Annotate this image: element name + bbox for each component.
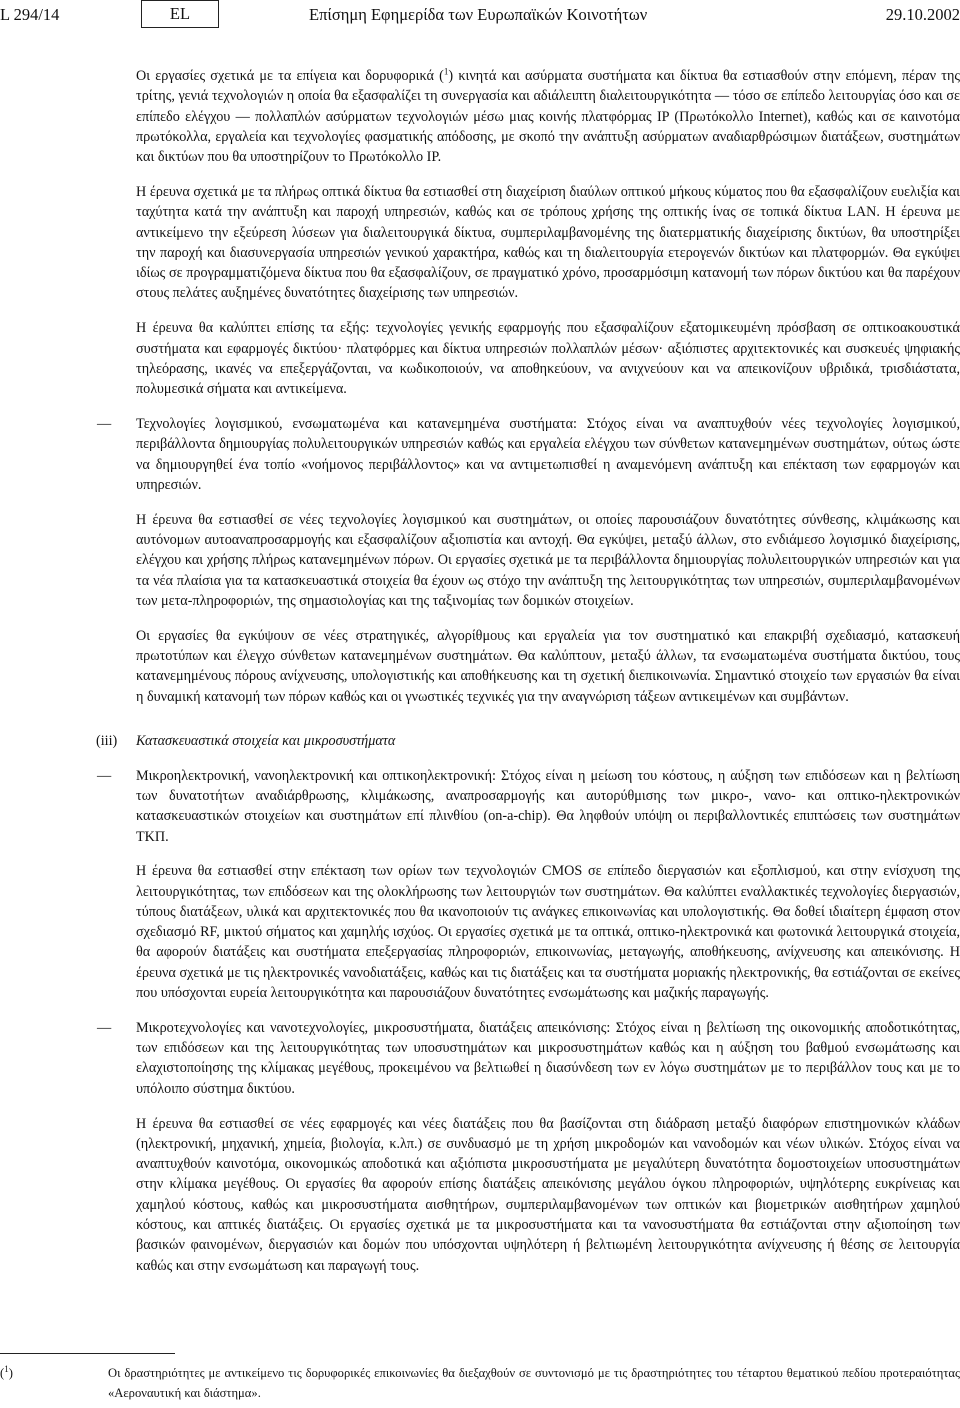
footnote-marker bbox=[0, 1363, 13, 1383]
list-item-text: Τεχνολογίες λογισμικού, ενσωματωμένα και κατανεμημένα συστήματα: Στόχος είναι να αναπτυχθούν νέες τεχνολογίες λογισμικού, περιβάλλοντα δημιουργίας πολυλειτουργικών υπηρεσιών καθώς και εργαλεία ελέγχου των σύνθετων κατανεμημένων συστημάτων, ούτως ώστε να δημιουργηθεί ένα τοπίο «νοήμονος περιβάλλοντος» και να αντιμετωπισθεί η αναμενόμενη ανάπτυξη και επέκταση των εφαρμογών και υπηρεσιών. bbox=[136, 415, 960, 493]
footnote-paren: ( bbox=[0, 1366, 5, 1380]
journal-title: Επίσημη Εφημερίδα των Ευρωπαϊκών Κοινοτήτων bbox=[309, 5, 648, 24]
list-item-text: Μικροηλεκτρονική, νανοηλεκτρονική και οπτικοηλεκτρονική: Στόχος είναι η μείωση του κόστους, η αύξηση των επιδόσεων και η βελτίωση των δυνατοτήτων αναδιάρθρωσης, κλιμάκωσης, αναπροσαρμογής και αυτορύθμισης των μικρο-, νανο- και οπτικο-ηλεκτρονικών κατασκευαστικών στοιχείων και συστημάτων επί πλινθίου (on-a-chip). Θα ληφθούν υπόψη οι περιβαλλοντικές επιπτώσεις των συστημάτων ΤΚΠ. bbox=[136, 767, 960, 845]
footnote-text: Οι δραστηριότητες με αντικείμενο τις δορυφορικές επικοινωνίες θα διεξαχθούν σε συντονισμό με τις δραστηριότητες του τέταρτου θεματικού πεδίου προτεραιότητας «Αεροναυτική και διάστημα». bbox=[108, 1366, 960, 1400]
section-heading bbox=[0, 731, 960, 751]
section-title: Κατασκευαστικά στοιχεία και μικροσυστήματα bbox=[136, 732, 396, 749]
page-header bbox=[0, 0, 960, 34]
paragraph-cmos-research: Η έρευνα θα εστιασθεί στην επέκταση των ορίων των τεχνολογιών CMOS σε επίπεδο διεργασιών και εξοπλισμού, και στην ενίσχυση της λειτουργικότητας, των επιδόσεων και της ολοκλήρωσης των λειτουργιών των συστημάτων. Θα καλύπτει εναλλακτικές τεχνολογίες διεργασιών, τύπους διατάξεων, υλικά και αρχιτεκτονικές που θα ικανοποιούν τις ανάγκες επικοινωνίας και υπολογιστικής. Θα δοθεί ιδιαίτερη έμφαση στον σχεδιασμό RF, μικτού σήματος και χαμηλής ισχύος. Οι εργασίες σχετικά με τα οπτικά, οπτικο-ηλεκτρονικά και φωτονικά λειτουργικά στοιχεία, θα αφορούν διατάξεις και συστήματα επεξεργασίας πληροφοριών, επικοινωνίας, μεταγωγής, αποθήκευσης, ανίχνευσης και απεικόνισης. Η έρευνα σχετικά με τις ηλεκτρονικές νανοδιατάξεις, καθώς και τις διατάξεις και τα συστήματα μοριακής ηλεκτρονικής, θα εστιάζονται σε εκείνες που υπόσχονται ευρεία λειτουργικότητα και παρουσιάζουν δυνατότητες ενσωμάτωσης και μαζικής παραγωγής. bbox=[136, 863, 960, 1002]
page-body bbox=[0, 66, 960, 1290]
paragraph-software-research: Η έρευνα θα εστιασθεί σε νέες τεχνολογίες λογισμικού και συστημάτων, οι οποίες παρουσιάζουν δυνατότητες σύνθεσης, κλιμάκωσης και αυτόνομων αυτοαναπροσαρμογής και εξασφαλίζουν αξιοπιστία και αντοχή. Θα εγκύψει, μεταξύ άλλων, στο ενδιάμεσο λογισμικό διαχείρισης, ελέγχου και χρήσης πλήρως κατανεμημένων πόρων. Οι εργασίες σχετικά με τα περιβάλλοντα δημιουργίας πολυλειτουργικών υπηρεσιών και για τα νέα πλαίσια για τα κατασκευαστικά στοιχεία θα έχουν ως στόχο την ανάπτυξη της λειτουργικότητας των υπηρεσιών, συμπεριλαμβανομένων των μετα-πληροφοριών, της σημασιολογίας και της ταξινομίας των δομικών στοιχείων. bbox=[136, 511, 960, 609]
paragraph-text: Οι εργασίες σχετικά με τα επίγεια και δορυφορικά ( bbox=[136, 68, 444, 84]
list-item-text: Μικροτεχνολογίες και νανοτεχνολογίες, μικροσυστήματα, διατάξεις απεικόνισης: Στόχος είναι η βελτίωση της οικονομικής αποδοτικότητας, των επιδόσεων και της λειτουργικότητας των υποσυστημάτων και μικροσυστημάτων καθώς και η αύξηση του βαθμού ενσωμάτωσης και ελαχιστοποίησης της κλίμακας μεγέθους, προκειμένου να βελτιωθεί η διασύνδεση των εν λόγω συστημάτων με το περιβάλλον τους και με το υπόλοιπο σύστημα δικτύου. bbox=[136, 1019, 960, 1097]
section-number: (iii) bbox=[96, 732, 118, 749]
footnote bbox=[0, 1363, 960, 1403]
footnote-divider bbox=[0, 1353, 175, 1354]
paragraph-nanosystems-research: Η έρευνα θα εστιασθεί σε νέες εφαρμογές και νέες διατάξεις που θα βασίζονται στη διάδραση μεταξύ διαφόρων επιστημονικών κλάδων (ηλεκτρονική, μηχανική, χημεία, βιολογία, κ.λπ.) σε συνδυασμό με τη χρήση μικροδομών και νανοδομών και νέων υλικών. Στόχος είναι να αναπτυχθούν καινοτόμα, οικονομικώς αποδοτικά και αξιόπιστα μικροσυστήματα με μεγαλύτερη δυνατότητα δομοστοιχείων υποσυστημάτων στην κλίμακα μεγέθους. Οι εργασίες θα αφορούν επίσης διατάξεις απεικόνισης μεγάλου όγκου πληροφοριών, υψηλότερης ευκρίνειας και χαμηλού κόστους, καθώς και μικροσυστήματα αισθητήρων, συμπεριλαμβανομένων των οπτικών και βιομετρικών αισθητήρων χαμηλού κόστους, και απτικές διατάξεις. Οι εργασίες σχετικά με τα μικροσυστήματα και τα νανοσυστήματα θα εστιάζονται στην αξιοποίηση των βασικών φαινομένων, διεργασιών και δομών που υπόσχονται υψηλότερη ή βελτιωμένη λειτουργικότητα ανίχνευσης ή θέσης σε λειτουργία καθώς και στην ενσωμάτωση και παραγωγή τους. bbox=[136, 1115, 960, 1274]
paragraph-audiovisual: Η έρευνα θα καλύπτει επίσης τα εξής: τεχνολογίες γενικής εφαρμογής που εξασφαλίζουν εξατομικευμένη πρόσβαση σε οπτικοακουστικά συστήματα και εφαρμογές δικτύου· πλατφόρμες και δίκτυα υπηρεσιών πολλαπλών μέσων· αξιόπιστες αρχιτεκτονικές και συσκευές ψηφιακής τηλεόρασης, ικανές να επεξεργάζονται, να κωδικοποιούν, να αποθηκεύουν, να ανιχνεύουν και να απεικονίζουν υβριδικά, τρισδιάστατα, πολυμεσικά σήματα και αντικείμενα. bbox=[136, 320, 960, 398]
paragraph-optical-networks: Η έρευνα σχετικά με τα πλήρως οπτικά δίκτυα θα εστιασθεί στη διαχείριση διαύλων οπτικού μήκους κύματος που θα εξασφαλίζουν ευελιξία και ταχύτητα κατά την ανάπτυξη και παροχή υπηρεσιών, καθώς και σε τρόπους χρήσης της οπτικής ίνας σε τοπικά δίκτυα LAN. Η έρευνα με αντικείμενο την εξεύρεση λύσεων για διαλειτουργικά δίκτυα, συμπεριλαμβανομένης της διατερματικής διαχείρισης δικτύων, θα υποστηρίξει την παροχή και διασυνεργασία υπηρεσιών γενικού χαρακτήρα, καθώς και τη διαλειτουργία ετερογενών δικτύων και πλατφορμών. Θα εγκύψει ιδίως σε προγραμματιζόμενα δίκτυα που θα εξασφαλίζουν, σε πραγματικό χρόνο, προσαρμόσιμη κατανομή των πόρων δικτύου και θα παρέχουν στους πελάτες αυξημένες δυνατότητες διαχείρισης των υπηρεσιών. bbox=[136, 183, 960, 302]
footnote-reference: 1 bbox=[443, 66, 449, 77]
language-box: EL bbox=[141, 0, 219, 28]
footnote-number: 1 bbox=[4, 1363, 9, 1374]
footnote-paren: ) bbox=[8, 1366, 13, 1380]
dash-marker: — bbox=[97, 1019, 112, 1036]
list-item-software-technologies bbox=[0, 414, 960, 495]
paragraph-text: ) κινητά και ασύρματα συστήματα και δίκτυα θα εστιασθούν στην επόμενη, πέραν της τρίτης, γενιά τεχνολογιών η οποία θα εξασφαλίζει τη συνεργασία και αδιάλειπτη διαλειτουργικότητα — τόσο σε επίπεδο λειτουργίας όσο και σε επίπεδο ελέγχου — πολλαπλών ασύρματων τεχνολογιών μέσω μιας κοινής πλατφόρμας IP (Πρωτόκολλο Internet), καθώς και σε καινοτόμα πρωτόκολλα, εργαλεία και τεχνολογίες φασματικής απόδοσης, με σκοπό την ανάπτυξη ασύρματων αναδιαρθρώσιμων διατάξεων, συστημάτων και δικτύων που θα υποστηρίζουν το Πρωτόκολλο IP. bbox=[136, 68, 960, 166]
dash-marker: — bbox=[97, 415, 112, 432]
paragraph-wireless-systems bbox=[136, 66, 960, 167]
paragraph-distributed-systems: Οι εργασίες θα εγκύψουν σε νέες στρατηγικές, αλγορίθμους και εργαλεία για τον συστηματικό και επακριβή σχεδιασμό, κατασκευή πρωτοτύπων και έλεγχο σύνθετων κατανεμημένων συστημάτων. Θα καλύπτουν, μεταξύ άλλων, τα ενσωματωμένα συστήματα δικτύου, τους κατανεμημένους πόρους ανίχνευσης, υπολογιστικής και αποθήκευσης και τη σχετική διεπικοινωνία. Σημαντικό στοιχείο των εργασιών θα είναι η δυναμική κατανομή των πόρων καθώς και οι γνωστικές τεχνικές για την αναγνώριση τάξεων αντικειμένων και συμβάντων. bbox=[136, 627, 960, 705]
list-item-microelectronics bbox=[0, 766, 960, 847]
publication-date: 29.10.2002 bbox=[885, 5, 960, 24]
page-reference: L 294/14 bbox=[0, 5, 60, 24]
dash-marker: — bbox=[97, 767, 112, 784]
list-item-microsystems bbox=[0, 1018, 960, 1099]
